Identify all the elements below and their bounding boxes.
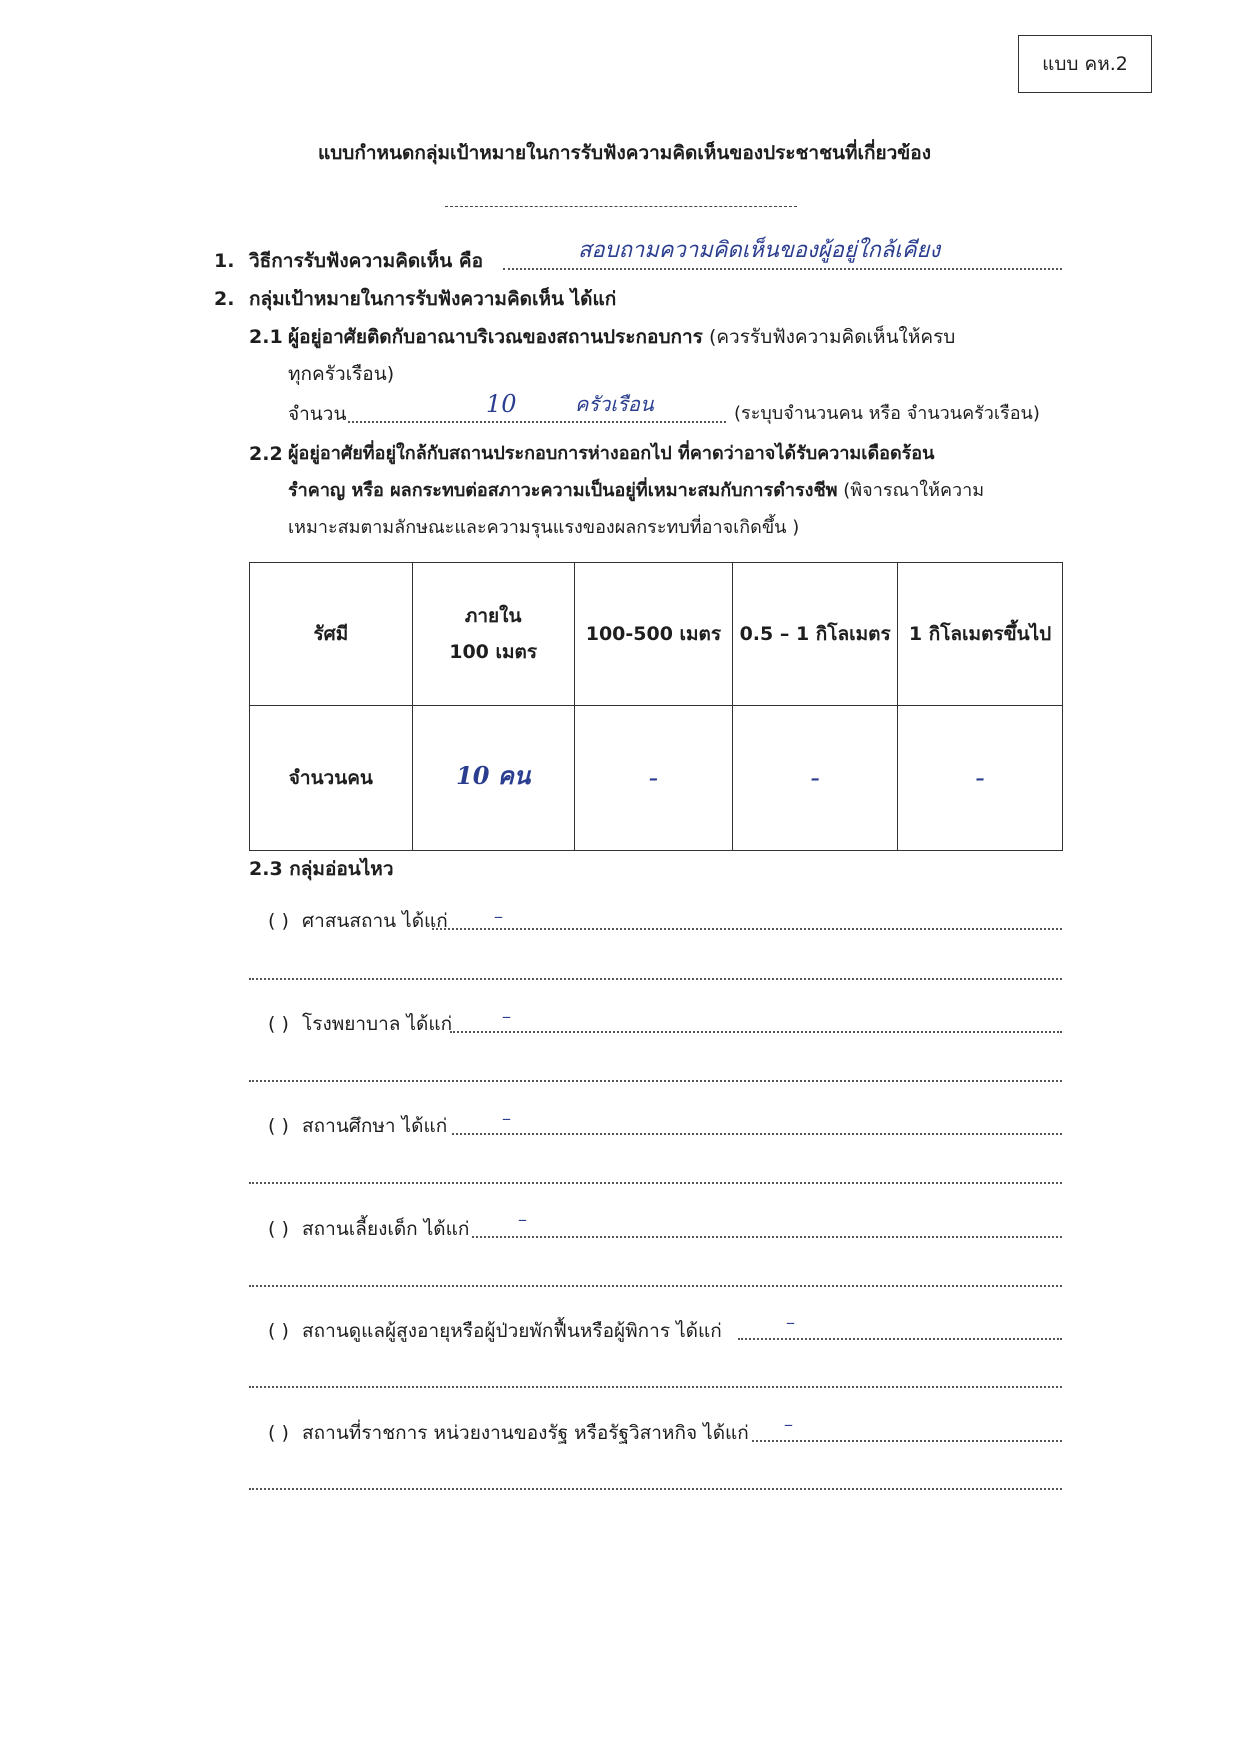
sensitive-item-school-label: สถานศึกษา ได้แก่ <box>302 1115 448 1137</box>
count-within-100m <box>412 706 574 851</box>
count-over-1km <box>898 706 1063 851</box>
hospital-answer-line <box>450 1031 1062 1033</box>
checkbox-school[interactable]: ( ) <box>268 1115 289 1137</box>
sensitive-item-government-label: สถานที่ราชการ หน่วยงานของรัฐ หรือรัฐวิสาหกิจ ได้แก่ <box>302 1422 749 1444</box>
checkbox-hospital[interactable]: ( ) <box>268 1013 289 1035</box>
header-radius: รัศมี <box>250 563 413 706</box>
childcare-answer: – <box>518 1209 527 1230</box>
checkbox-religious[interactable]: ( ) <box>268 910 289 932</box>
header-100m-label: 100 เมตร <box>449 641 538 663</box>
item2-label: กลุ่มเป้าหมายในการรับฟังความคิดเห็น ได้แก่ <box>249 288 617 310</box>
elderly-care-answer: – <box>786 1312 795 1333</box>
item2-2-line3: เหมาะสมตามลักษณะและความรุนแรงของผลกระทบที่อาจเกิดขึ้น ) <box>288 517 800 538</box>
sensitive-item-religious-label: ศาสนสถาน ได้แก่ <box>302 910 448 932</box>
elderly-care-answer-line <box>738 1338 1062 1340</box>
count-over-1km-value: – <box>975 768 985 789</box>
sensitive-item-elderly-care <box>268 1317 722 1345</box>
sensitive-item-hospital <box>268 1010 452 1038</box>
title-divider <box>445 206 797 207</box>
government-answer: – <box>784 1414 793 1435</box>
school-answer-line-2 <box>249 1182 1062 1184</box>
item2-1-count-value: 10 <box>486 390 517 418</box>
item2-1-count-hint: (ระบุบจำนวนคน หรือ จำนวนครัวเรือน) <box>734 403 1040 424</box>
radius-table <box>249 562 1063 851</box>
item2-1-count-label: จำนวน <box>288 403 347 425</box>
form-code: แบบ คห.2 <box>1042 53 1128 75</box>
item2-1-count-unit: ครัวเรือน <box>575 392 654 416</box>
hospital-answer: – <box>502 1006 511 1027</box>
item1-handwritten-answer: สอบถามความคิดเห็นของผู้อยู่ใกล้เคียง <box>578 238 941 263</box>
hospital-answer-line-2 <box>249 1080 1062 1082</box>
childcare-answer-line-2 <box>249 1285 1062 1287</box>
item2-1-label-line2: ทุกครัวเรือน) <box>288 363 395 385</box>
form-code-box <box>1018 35 1152 93</box>
government-answer-line-2 <box>249 1488 1062 1490</box>
item2-2-number: 2.2 <box>249 443 283 465</box>
sensitive-item-childcare <box>268 1215 469 1243</box>
item1-label: วิธีการรับฟังความคิดเห็น คือ <box>249 250 484 272</box>
item2-2-line1: ผู้อยู่อาศัยที่อยู่ใกล้กับสถานประกอบการห่างออกไป ที่คาดว่าอาจได้รับความเดือดร้อน <box>288 443 935 464</box>
radius-table-header-row <box>250 563 1063 706</box>
sensitive-item-school <box>268 1112 447 1140</box>
checkbox-childcare[interactable]: ( ) <box>268 1218 289 1240</box>
sensitive-item-religious <box>268 907 448 935</box>
count-100-500m <box>574 706 733 851</box>
item2-1-text <box>288 323 955 351</box>
header-100-500m: 100-500 เมตร <box>574 563 733 706</box>
elderly-care-answer-line-2 <box>249 1386 1062 1388</box>
religious-answer-line <box>432 928 1062 930</box>
item2-2-line2-bold: รำคาญ หรือ ผลกระทบต่อสภาวะความเป็นอยู่ที่เหมาะสมกับการดำรงชีพ <box>288 480 838 501</box>
religious-answer: – <box>494 906 503 927</box>
row-label-people-count: จำนวนคน <box>250 706 413 851</box>
sensitive-item-childcare-label: สถานเลี้ยงเด็ก ได้แก่ <box>302 1218 470 1240</box>
count-0-5-1km-value: – <box>810 768 820 789</box>
page-title: แบบกำหนดกลุ่มเป้าหมายในการรับฟังความคิดเห็นของประชาชนที่เกี่ยวข้อง <box>317 142 931 164</box>
item2-2-line2-rest: (พิจารณาให้ความ <box>843 480 985 501</box>
header-within-label: ภายใน <box>464 605 522 627</box>
childcare-answer-line <box>472 1236 1062 1238</box>
item2-1-count-line <box>348 421 726 423</box>
sensitive-item-elderly-care-label: สถานดูแลผู้สูงอายุหรือผู้ป่วยพักฟื้นหรือผู้พิการ ได้แก่ <box>302 1320 722 1342</box>
school-answer: – <box>502 1108 511 1129</box>
checkbox-elderly-care[interactable]: ( ) <box>268 1320 289 1342</box>
item2-1-number: 2.1 <box>249 326 283 348</box>
item2-2-line2 <box>288 477 984 505</box>
radius-table-count-row <box>250 706 1063 851</box>
checkbox-government[interactable]: ( ) <box>268 1422 289 1444</box>
item1-answer-line <box>503 268 1062 270</box>
item2-number: 2. <box>214 288 235 310</box>
item1-number: 1. <box>214 250 235 272</box>
sensitive-item-hospital-label: โรงพยาบาล ได้แก่ <box>302 1013 453 1035</box>
count-100-500m-value: – <box>648 768 658 789</box>
count-0-5-1km <box>733 706 898 851</box>
religious-answer-line-2 <box>249 978 1062 980</box>
item2-1-label-rest: (ควรรับฟังความคิดเห็นให้ครบ <box>708 326 956 348</box>
sensitive-item-government <box>268 1419 749 1447</box>
count-within-100m-value: 10 คน <box>456 761 531 790</box>
school-answer-line <box>452 1133 1062 1135</box>
header-over-1km: 1 กิโลเมตรขึ้นไป <box>898 563 1063 706</box>
item2-1-label-bold: ผู้อยู่อาศัยติดกับอาณาบริเวณของสถานประกอบการ <box>288 326 703 348</box>
header-within-100m <box>412 563 574 706</box>
item2-3-heading: 2.3 กลุ่มอ่อนไหว <box>249 858 394 880</box>
header-0-5-1km: 0.5 – 1 กิโลเมตร <box>733 563 898 706</box>
government-answer-line <box>752 1440 1062 1442</box>
